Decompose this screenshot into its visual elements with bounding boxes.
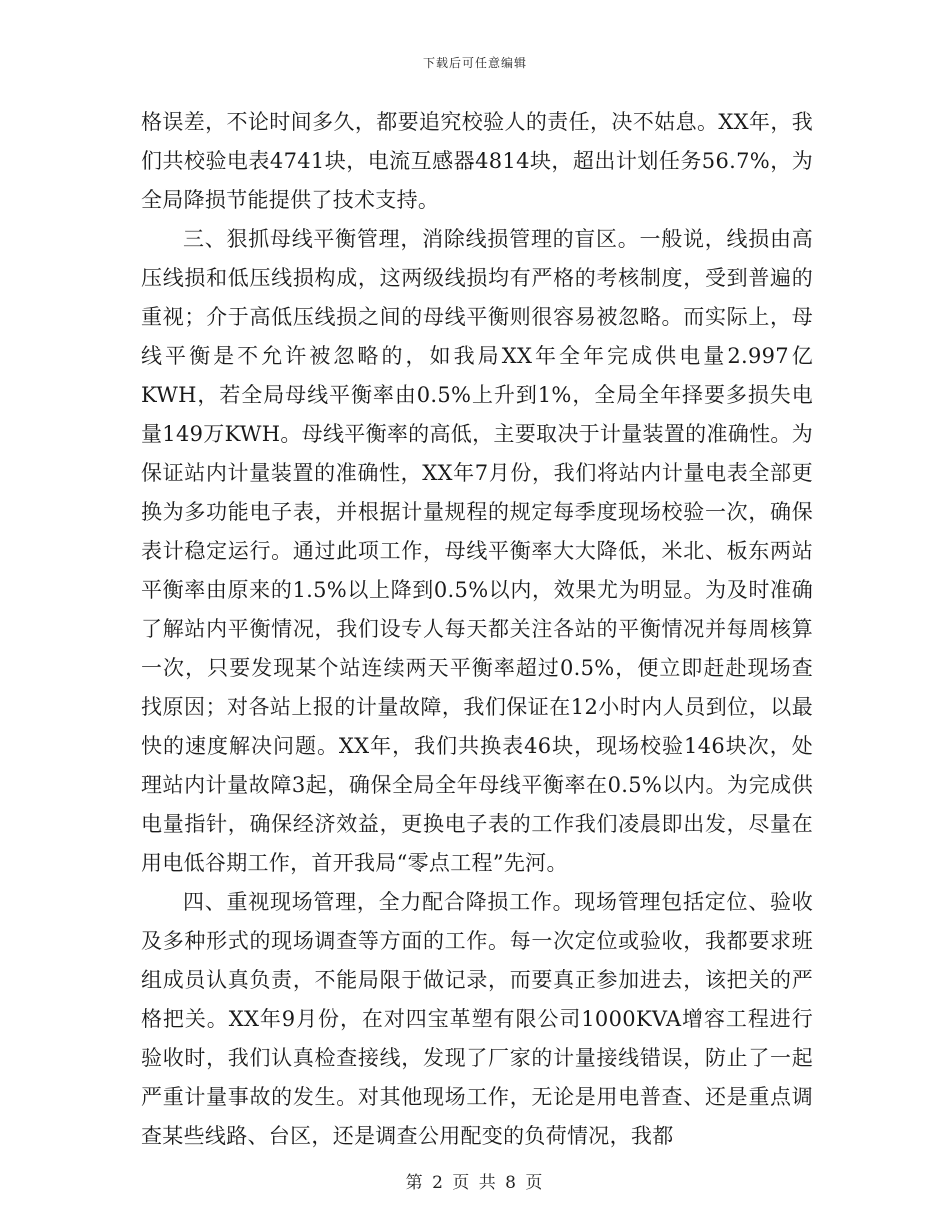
header-note: 下载后可任意编辑 (422, 56, 527, 70)
paragraph-continuation: 格误差，不论时间多久，都要追究校验人的责任，决不姑息。XX年，我们共校验电表4741块，电流互感器4814块，超出计划任务56.7%，为全局降损节能提供了技术支持。 (141, 110, 813, 212)
page-number-footer: 第 2 页 共 8 页 (405, 1173, 545, 1193)
document-body (141, 103, 813, 1156)
paragraph-section-four: 四、重视现场管理，全力配合降损工作。现场管理包括定位、验收及多种形式的现场调查等方面的工作。每一次定位或验收，我都要求班组成员认真负责，不能局限于做记录，而要真正参加进去，该把关的严格把关。XX年9月份，在对四宝革塑有限公司1000KVA增容工程进行验收时，我们认真检查接线，发现了厂家的计量接线错误，防止了一起严重计量事故的发生。对其他现场工作，无论是用电普查、还是重点调查某些线路、台区，还是调查公用配变的负荷情况，我都 (141, 890, 813, 1148)
paragraph-section-three: 三、狠抓母线平衡管理，消除线损管理的盲区。一般说，线损由高压线损和低压线损构成，这两级线损均有严格的考核制度，受到普遍的重视；介于高低压线损之间的母线平衡则很容易被忽略。而实际上，母线平衡是不允许被忽略的，如我局XX年全年完成供电量2.997亿KWH，若全局母线平衡率由0.5%上升到1%，全局全年择要多损失电量149万KWH。母线平衡率的高低，主要取决于计量装置的准确性。为保证站内计量装置的准确性，XX年7月份，我们将站内计量电表全部更换为多功能电子表，并根据计量规程的规定每季度现场校验一次，确保表计稳定运行。通过此项工作，母线平衡率大大降低，米北、板东两站平衡率由原来的1.5%以上降到0.5%以内，效果尤为明显。为及时准确了解站内平衡情况，我们设专人每天都关注各站的平衡情况并每周核算一次，只要发现某个站连续两天平衡率超过0.5%，便立即赶赴现场查找原因；对各站上报的计量故障，我们保证在12小时内人员到位，以最快的速度解决问题。XX年，我们共换表46块，现场校验146块次，处理站内计量故障3起，确保全局全年母线平衡率在0.5%以内。为完成供电量指针，确保经济效益，更换电子表的工作我们凌晨即出发，尽量在用电低谷期工作，首开我局“零点工程”先河。 (141, 227, 813, 875)
